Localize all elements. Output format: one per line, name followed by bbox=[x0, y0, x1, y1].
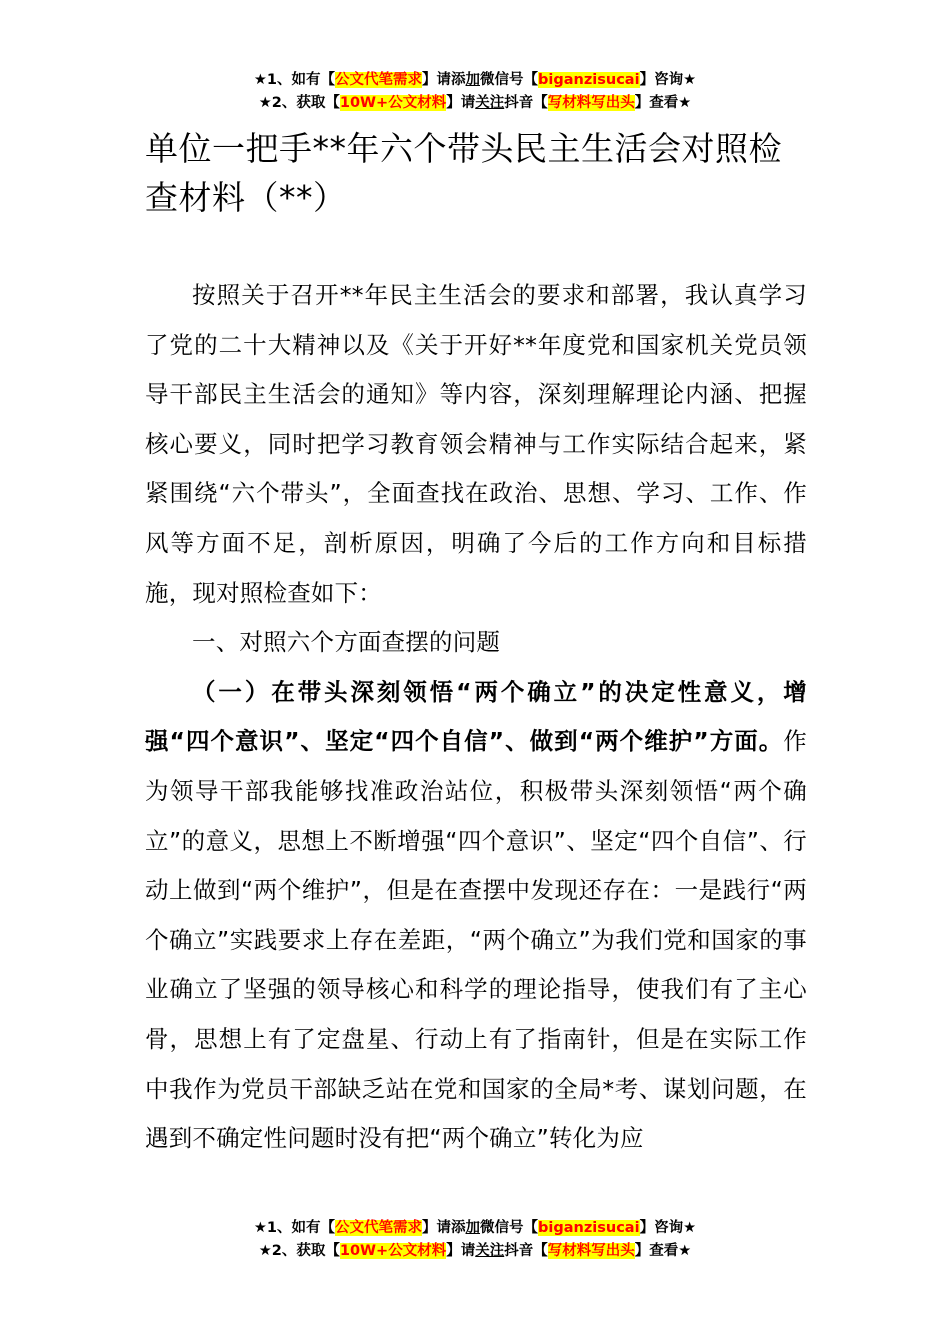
promo-line-2: ★2、获取【10W+公文材料】请关注抖音【写材料写出头】查看★ bbox=[258, 95, 692, 111]
document-title: 单位一把手**年六个带头民主生活会对照检查材料（**） bbox=[145, 129, 782, 217]
highlight-douyin: 写材料写出头 bbox=[547, 1243, 635, 1259]
promo-banner-bottom bbox=[0, 1217, 950, 1263]
section-heading: 一、对照六个方面查摆的问题 bbox=[192, 628, 501, 657]
highlight-materials: 10W+公文材料 bbox=[339, 95, 447, 111]
promo-line-2: ★2、获取【10W+公文材料】请关注抖音【写材料写出头】查看★ bbox=[258, 1243, 692, 1259]
intro-paragraph: 按照关于召开**年民主生活会的要求和部署，我认真学习了党的二十大精神以及《关于开好**年度党和国家机关党员领导干部民主生活会的通知》等内容，深刻理解理论内涵、把握核心要义，同时把学习教育领会精神与工作实际结合起来，紧紧围绕“六个带头”，全面查找在政治、思想、学习、工作、作风等方面不足，剖析原因，明确了今后的工作方向和目标措施，现对照检查如下： bbox=[145, 281, 807, 607]
promo-line-1: ★1、如有【公文代笔需求】请添加微信号【biganzisucai】咨询★ bbox=[253, 1220, 697, 1236]
highlight-douyin: 写材料写出头 bbox=[547, 95, 635, 111]
item-body: 作为领导干部我能够找准政治站位，积极带头深刻领悟“两个确立”的意义，思想上不断增强“四个意识”、坚定“四个自信”、行动上做到“两个维护”，但是在查摆中发现还存在：一是践行“两个确立”实践要求上存在差距，“两个确立”为我们党和国家的事业确立了坚强的领导核心和科学的理论指导，使我们有了主心骨，思想上有了定盘星、行动上有了指南针，但是在实际工作中我作为党员干部缺乏站在党和国家的全局*考、谋划问题，在遇到不确定性问题时没有把“两个确立”转化为应 bbox=[145, 727, 807, 1153]
promo-banner-top bbox=[0, 69, 950, 115]
highlight-wechat-id: biganzisucai bbox=[538, 72, 640, 88]
document-body bbox=[145, 271, 807, 1164]
highlight-service: 公文代笔需求 bbox=[335, 72, 423, 88]
highlight-materials: 10W+公文材料 bbox=[339, 1243, 447, 1259]
item-paragraph bbox=[145, 668, 807, 1164]
highlight-service: 公文代笔需求 bbox=[335, 1220, 423, 1236]
promo-line-1: ★1、如有【公文代笔需求】请添加微信号【biganzisucai】咨询★ bbox=[253, 72, 697, 88]
highlight-wechat-id: biganzisucai bbox=[538, 1220, 640, 1236]
item-heading: （一）在带头深刻领悟“两个确立”的决定性意义，增强“四个意识”、坚定“四个自信”、做到“两个维护”方面。 bbox=[145, 677, 807, 756]
